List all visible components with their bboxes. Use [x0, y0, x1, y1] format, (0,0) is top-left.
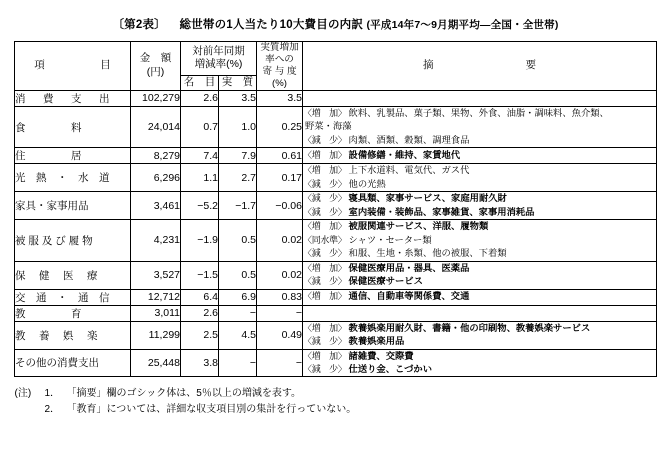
- row-nominal-rate: 2.5: [181, 321, 219, 349]
- table-row: [15, 305, 657, 321]
- row-amount: 102,279: [131, 90, 181, 106]
- row-item-label: 家具・家事用品: [15, 192, 131, 220]
- header-contrib-line3: 寄 与 度: [262, 65, 297, 77]
- row-real-rate: 4.5: [219, 321, 257, 349]
- note-tag: 〈増 加〉: [303, 350, 347, 361]
- note-line: [303, 149, 656, 162]
- row-amount: 3,011: [131, 305, 181, 321]
- table-number: 〔第2表〕: [112, 19, 166, 31]
- row-notes: [303, 261, 657, 289]
- note-line: [303, 120, 656, 133]
- note-line: [303, 234, 656, 247]
- row-contribution: 3.5: [257, 90, 303, 106]
- note-line: [303, 350, 656, 363]
- row-notes: [303, 321, 657, 349]
- row-real-rate: 2.7: [219, 164, 257, 192]
- title-main: 総世帯の1人当たり10大費目の内訳: [179, 19, 364, 31]
- row-notes: [303, 349, 657, 377]
- note-line: [303, 192, 656, 205]
- note-tag: 〈減 少〉: [303, 363, 347, 374]
- row-nominal-rate: 6.4: [181, 289, 219, 305]
- row-contribution: −: [257, 349, 303, 377]
- note-text: 上下水道料、電気代、ガス代: [348, 165, 470, 176]
- row-item-label: 光 熱 ・ 水 道: [15, 164, 131, 192]
- table-row: [15, 261, 657, 289]
- row-item-label: 住 居: [15, 148, 131, 164]
- footnote-label: (注): [14, 388, 32, 400]
- header-rate-real: 実 質: [219, 75, 257, 90]
- note-line: [303, 220, 656, 233]
- row-contribution: 0.02: [257, 261, 303, 289]
- footnote-text-2: 「教育」については、詳細な収支項目別の集計を行っていない。: [66, 404, 357, 416]
- note-line: [303, 134, 656, 147]
- row-amount: 4,231: [131, 220, 181, 261]
- footnote-number-1: 1．: [44, 388, 61, 400]
- table-row: [15, 321, 657, 349]
- row-real-rate: 7.9: [219, 148, 257, 164]
- note-tag: 〈増 加〉: [303, 165, 347, 176]
- note-tag: 〈減 少〉: [303, 336, 347, 347]
- note-line: [303, 107, 656, 120]
- header-rate: [181, 42, 257, 76]
- row-real-rate: −1.7: [219, 192, 257, 220]
- row-notes: [303, 192, 657, 220]
- row-nominal-rate: 2.6: [181, 90, 219, 106]
- row-item-label: 保 健 医 療: [15, 261, 131, 289]
- note-text: 通信、自動車等関係費、交通: [348, 291, 470, 302]
- row-contribution: 0.17: [257, 164, 303, 192]
- footnote-text-1: 「摘要」欄のゴシック体は、5％以上の増減を表す。: [66, 388, 302, 400]
- note-tag: 〈減 少〉: [303, 178, 347, 189]
- row-notes: [303, 289, 657, 305]
- note-text: 保健医療用品・器具、医薬品: [348, 262, 470, 273]
- footnote-row-2: [15, 402, 657, 418]
- row-contribution: 0.49: [257, 321, 303, 349]
- row-amount: 11,299: [131, 321, 181, 349]
- note-tag: 〈増 加〉: [303, 322, 347, 333]
- table-row: [15, 148, 657, 164]
- note-text: 教養娯楽用耐久財、書籍・他の印刷物、教養娯楽サービス: [348, 322, 591, 333]
- row-item-label: 消 費 支 出: [15, 90, 131, 106]
- row-nominal-rate: −5.2: [181, 192, 219, 220]
- note-tag: 〈増 加〉: [303, 107, 347, 118]
- row-item-label: その他の消費支出: [15, 349, 131, 377]
- note-text: 諸雑費、交際費: [348, 350, 414, 361]
- row-nominal-rate: 3.8: [181, 349, 219, 377]
- row-notes: [303, 90, 657, 106]
- page-title: [14, 16, 657, 32]
- table-row: [15, 106, 657, 147]
- note-text: 設備修繕・維持、家賃地代: [348, 150, 461, 161]
- footnote-row-1: [15, 386, 657, 402]
- row-real-rate: 6.9: [219, 289, 257, 305]
- note-line: [303, 178, 656, 191]
- note-tag: 〈減 少〉: [303, 276, 347, 287]
- row-amount: 3,527: [131, 261, 181, 289]
- header-amount: [131, 42, 181, 91]
- row-contribution: 0.61: [257, 148, 303, 164]
- row-item-label: 交 通 ・ 通 信: [15, 289, 131, 305]
- note-line: [303, 164, 656, 177]
- table-row: [15, 192, 657, 220]
- row-notes: [303, 220, 657, 261]
- row-amount: 6,296: [131, 164, 181, 192]
- row-nominal-rate: −1.5: [181, 261, 219, 289]
- header-contrib-line4: (%): [272, 77, 287, 89]
- note-text: 他の光熱: [348, 178, 386, 189]
- row-real-rate: −: [219, 349, 257, 377]
- header-contrib-line2: 率への: [265, 53, 294, 65]
- row-real-rate: 3.5: [219, 90, 257, 106]
- row-item-label: 被 服 及 び 履 物: [15, 220, 131, 261]
- note-tag: 〈減 少〉: [303, 193, 347, 204]
- header-contrib-line1: 実質増加: [260, 42, 299, 53]
- row-notes: [303, 148, 657, 164]
- note-tag: 〈増 加〉: [303, 262, 347, 273]
- row-item-label: 教 育: [15, 305, 131, 321]
- row-item-label: 教 養 娯 楽: [15, 321, 131, 349]
- row-amount: 8,279: [131, 148, 181, 164]
- note-text: 和服、生地・糸類、他の被服、下着類: [348, 248, 507, 259]
- table-row: [15, 90, 657, 106]
- row-real-rate: 0.5: [219, 220, 257, 261]
- note-line: [303, 275, 656, 288]
- table-row: [15, 220, 657, 261]
- table-body: [15, 90, 657, 377]
- row-real-rate: 0.5: [219, 261, 257, 289]
- note-text: シャツ・セーター類: [348, 234, 432, 245]
- header-item: 項 目: [15, 42, 131, 91]
- row-amount: 12,712: [131, 289, 181, 305]
- note-tag: 〈同水準〉: [303, 234, 347, 245]
- note-line: [303, 247, 656, 260]
- row-amount: 3,461: [131, 192, 181, 220]
- note-line: [303, 206, 656, 219]
- table-row: [15, 349, 657, 377]
- header-amount-line2: (円): [146, 65, 165, 78]
- row-notes: [303, 106, 657, 147]
- note-line: [303, 363, 656, 376]
- row-nominal-rate: 1.1: [181, 164, 219, 192]
- note-tag: 〈増 加〉: [303, 291, 347, 302]
- row-nominal-rate: 2.6: [181, 305, 219, 321]
- row-contribution: −0.06: [257, 192, 303, 220]
- row-real-rate: −: [219, 305, 257, 321]
- row-contribution: 0.02: [257, 220, 303, 261]
- header-contribution: [257, 42, 303, 91]
- row-contribution: 0.25: [257, 106, 303, 147]
- table-footnotes: [15, 386, 657, 418]
- note-text: 肉類、酒類、穀類、調理食品: [348, 134, 470, 145]
- header-rate-nominal: 名 目: [181, 75, 219, 90]
- note-text: 室内装備・装飾品、家事雑貨、家事用消耗品: [348, 206, 535, 217]
- note-text: 保健医療サービス: [348, 276, 423, 287]
- note-line: [303, 322, 656, 335]
- note-text: 寝具類、家事サービス、家庭用耐久財: [348, 193, 507, 204]
- note-text: 飲料、乳製品、菓子類、果物、外食、油脂・調味料、魚介類、: [348, 107, 609, 118]
- header-amount-line1: 金 額: [139, 52, 172, 65]
- expenditure-table: [14, 41, 657, 377]
- note-line: [303, 335, 656, 348]
- row-item-label: 食 料: [15, 106, 131, 147]
- note-line: [303, 262, 656, 275]
- footnote-number-2: 2．: [44, 404, 61, 416]
- note-tag: 〈増 加〉: [303, 150, 347, 161]
- header-note: 摘 要: [303, 42, 657, 91]
- row-nominal-rate: −1.9: [181, 220, 219, 261]
- note-tag: 〈減 少〉: [303, 134, 347, 145]
- row-real-rate: 1.0: [219, 106, 257, 147]
- row-contribution: 0.83: [257, 289, 303, 305]
- row-amount: 24,014: [131, 106, 181, 147]
- row-amount: 25,448: [131, 349, 181, 377]
- note-line: [303, 290, 656, 303]
- row-notes: [303, 305, 657, 321]
- header-rate-line2: 増減率(%): [194, 58, 243, 71]
- note-text: 仕送り金、こづかい: [348, 363, 433, 374]
- table-row: [15, 164, 657, 192]
- row-contribution: −: [257, 305, 303, 321]
- row-nominal-rate: 0.7: [181, 106, 219, 147]
- note-tag: 〈増 加〉: [303, 221, 347, 232]
- note-tag: 〈減 少〉: [303, 248, 347, 259]
- note-text: 被服関連サービス、洋服、履物類: [348, 221, 489, 232]
- note-text: 野菜・海藻: [305, 121, 352, 132]
- title-sub: (平成14年7～9月期平均―全国・全世帯): [366, 19, 559, 31]
- table-header-row: [15, 42, 657, 76]
- row-nominal-rate: 7.4: [181, 148, 219, 164]
- header-rate-line1: 対前年同期: [192, 45, 245, 58]
- table-row: [15, 289, 657, 305]
- row-notes: [303, 164, 657, 192]
- note-tag: 〈減 少〉: [303, 206, 347, 217]
- note-text: 教養娯楽用品: [348, 336, 405, 347]
